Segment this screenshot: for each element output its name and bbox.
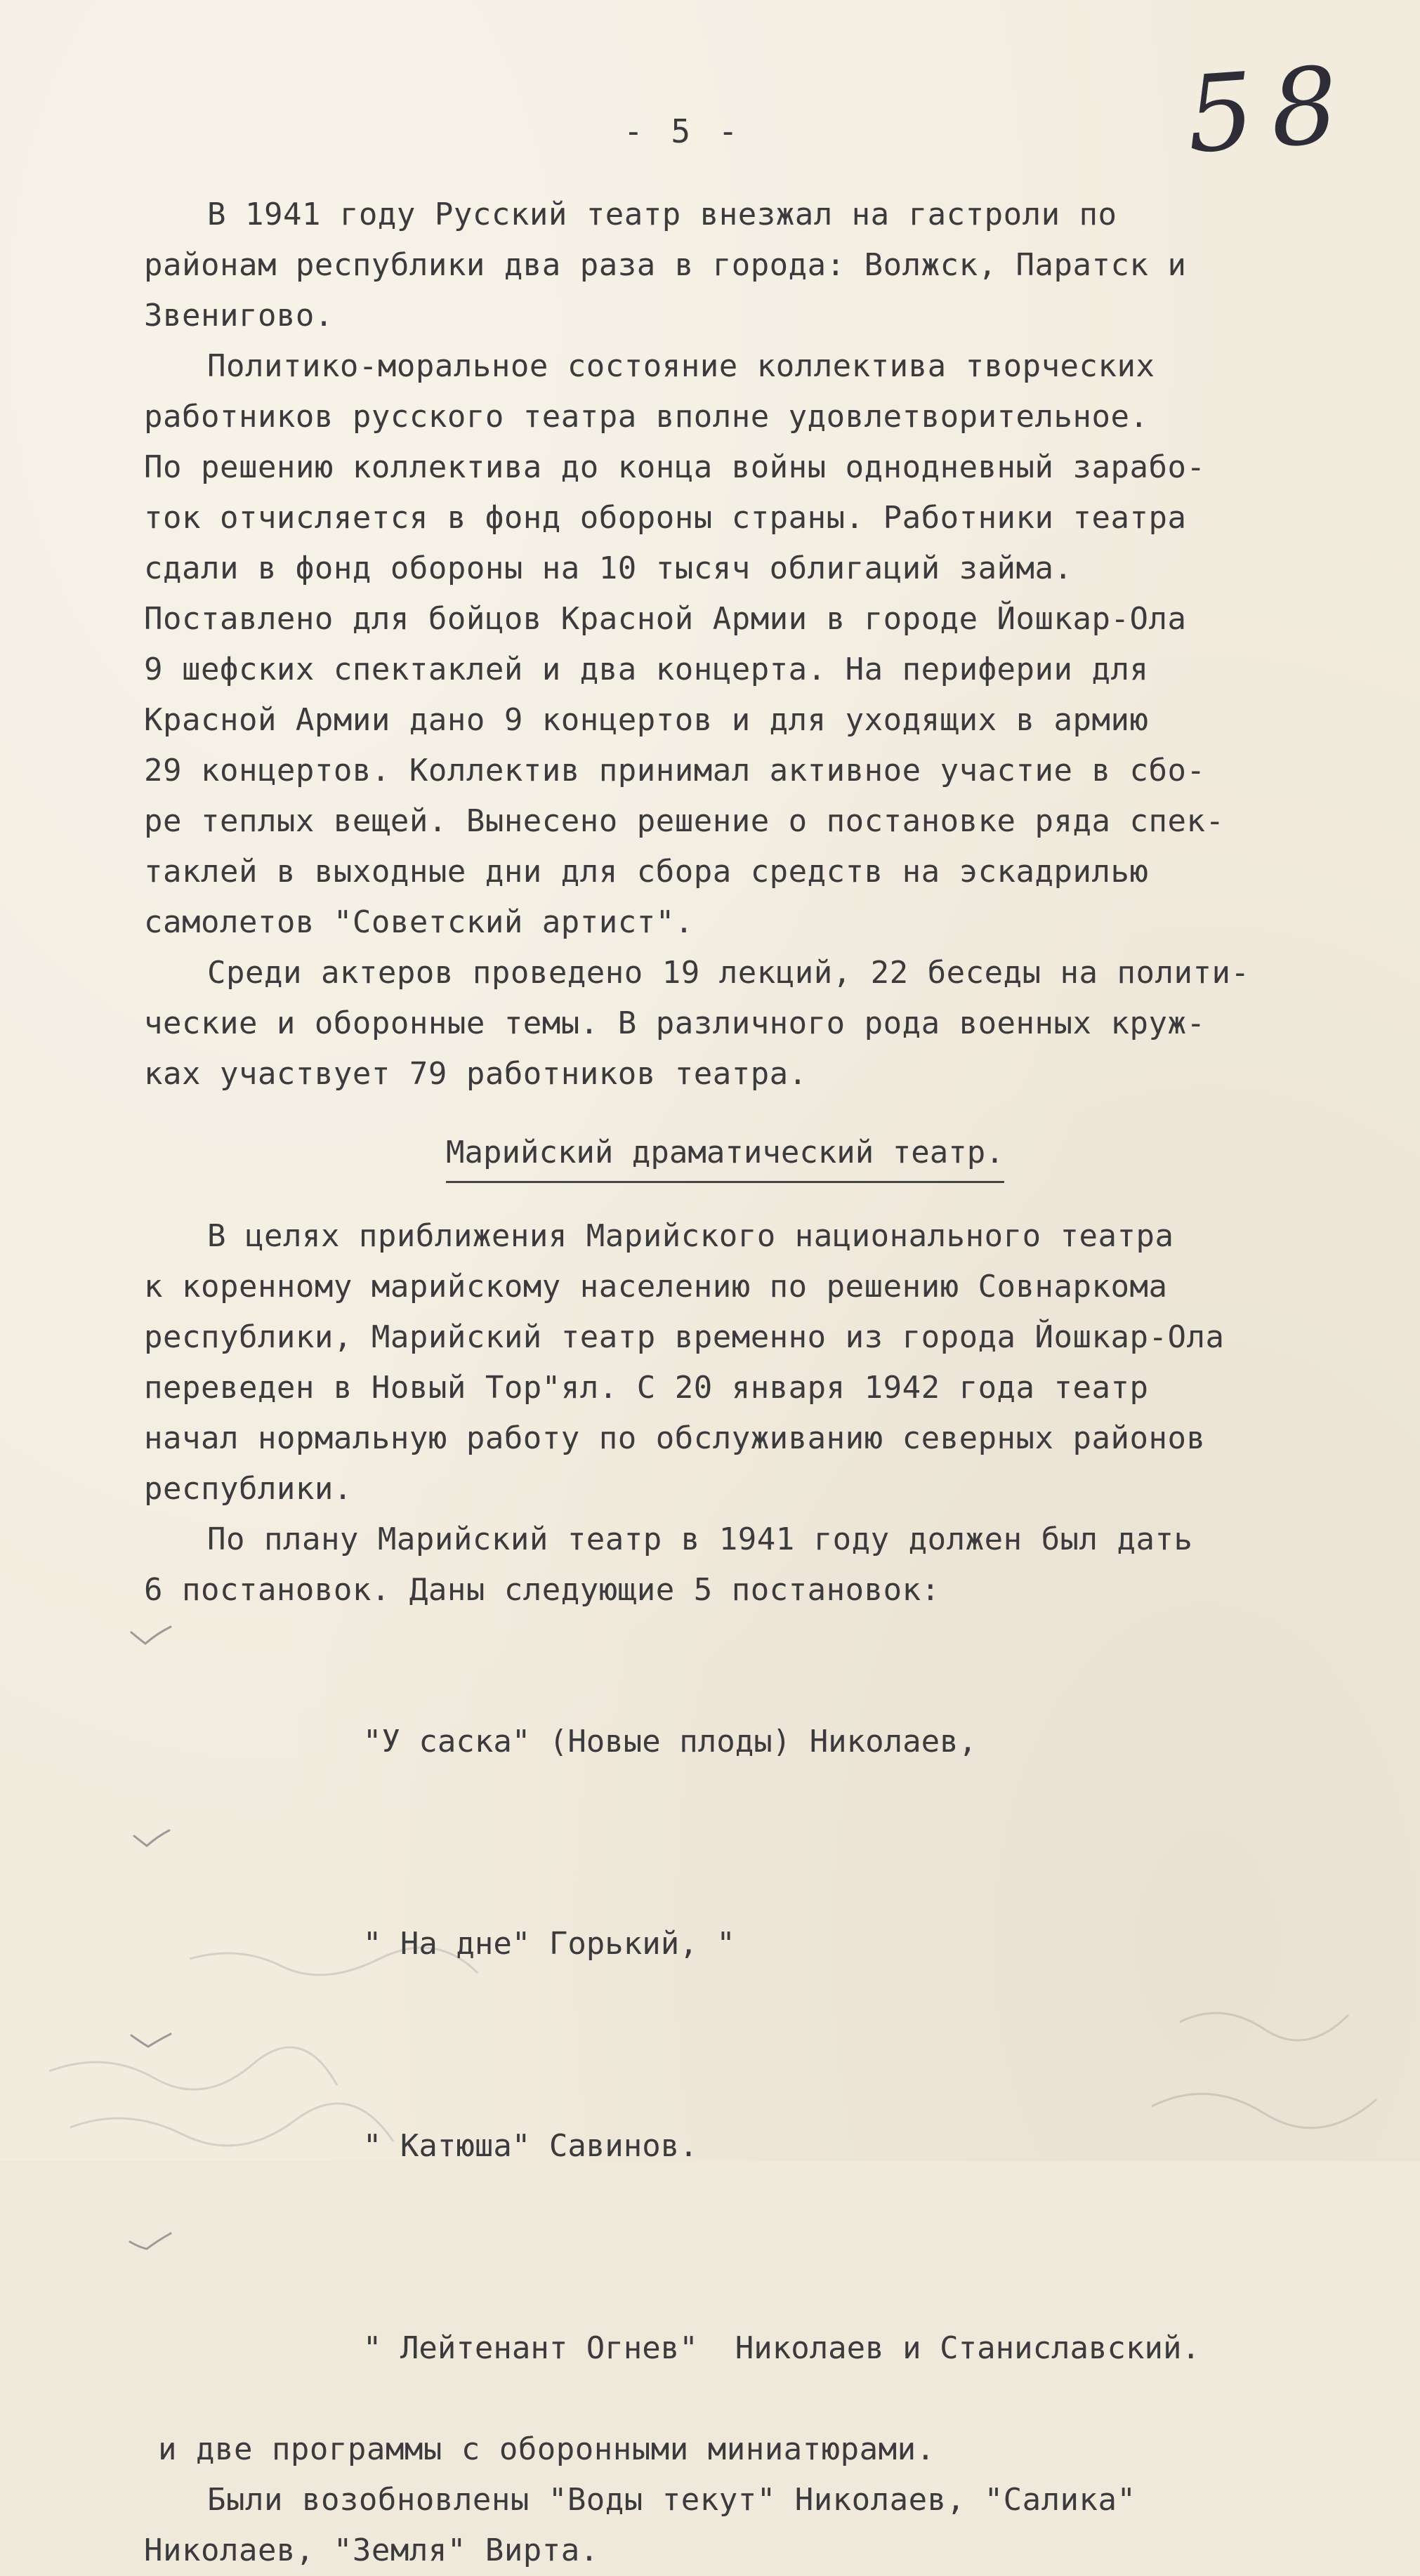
- pencil-check-icon: [130, 1625, 172, 1646]
- text-line: 29 концертов. Коллектив принимал активное участие в сбо-: [144, 753, 1206, 788]
- play-title: " На дне" Горький, ": [362, 1926, 735, 1962]
- text-line: По плану Марийский театр в 1941 году должен был дать: [207, 1521, 1193, 1557]
- text-line: районам республики два раза в города: Волжск, Паратск и: [144, 247, 1187, 283]
- play-title: " Лейтенант Огнев" Николаев и Станиславский.: [362, 2330, 1200, 2366]
- text-line: республики, Марийский театр временно из города Йошкар-Ола: [144, 1319, 1225, 1355]
- play-title: " Катюша" Савинов.: [362, 2128, 698, 2164]
- text-line: 9 шефских спектаклей и два концерта. На периферии для: [144, 652, 1149, 687]
- text-line: начал нормальную работу по обслуживанию северных районов: [144, 1420, 1206, 1456]
- text-line: Были возобновлены "Воды текут" Николаев, "Салика": [207, 2482, 1136, 2518]
- text-line: работников русского театра вполне удовлетворительное.: [144, 399, 1149, 435]
- text-line: Звенигово.: [144, 298, 334, 333]
- archive-folio-number: 58: [1183, 43, 1359, 178]
- paragraph-lectures: [144, 948, 1380, 1099]
- text-line: В 1941 году Русский театр внезжал на гастроли по: [207, 197, 1117, 232]
- list-item: [144, 1616, 1380, 1818]
- text-line: переведен в Новый Тор"ял. С 20 января 1942 года театр: [144, 1370, 1149, 1406]
- faint-pencil-scribbles: [28, 1938, 1405, 2148]
- document-body: [144, 190, 1380, 2576]
- text-line: ческие и оборонные темы. В различного рода военных круж-: [144, 1005, 1206, 1041]
- paragraph-plan: [144, 1514, 1380, 1616]
- text-line: ток отчисляется в фонд обороны страны. Работники театра: [144, 500, 1187, 536]
- text-line: В целях приближения Марийского национального театра: [207, 1218, 1174, 1254]
- paragraph-revivals: [144, 2475, 1380, 2576]
- text-line: сдали в фонд обороны на 10 тысяч облигаций займа.: [144, 550, 1073, 586]
- text-line: таклей в выходные дни для сбора средств на эскадрилью: [144, 854, 1149, 890]
- text-line: Среди актеров проведено 19 лекций, 22 беседы на полити-: [207, 955, 1250, 991]
- text-line: Поставлено для бойцов Красной Армии в городе Йошкар-Ола: [144, 601, 1187, 637]
- text-line: Николаев, "Земля" Вирта.: [144, 2532, 599, 2568]
- paragraph-tours: [144, 190, 1380, 341]
- text-line: к коренному марийскому населению по решению Совнаркома: [144, 1269, 1168, 1304]
- text-line: Красной Армии дано 9 концертов и для уходящих в армию: [144, 702, 1149, 738]
- text-line: 6 постановок. Даны следующие 5 постановок:: [144, 1572, 940, 1608]
- text-line: самолетов "Советский артист".: [144, 904, 694, 940]
- text-line: Политико-моральное состояние коллектива творческих: [207, 348, 1155, 384]
- pencil-check-icon: [130, 2232, 172, 2253]
- page-number: - 5 -: [624, 112, 742, 150]
- pencil-check-icon: [130, 1828, 172, 1849]
- paragraph-mari-relocation: [144, 1211, 1380, 1514]
- text-line: ре теплых вещей. Вынесено решение о постановке ряда спек-: [144, 803, 1225, 839]
- text-line: По решению коллектива до конца войны однодневный зарабо-: [144, 449, 1206, 485]
- section-heading: Марийский драматический театр.: [446, 1128, 1004, 1183]
- text-line: республики.: [144, 1471, 353, 1507]
- text-line: ках участвует 79 работников театра.: [144, 1056, 808, 1092]
- text-line: и две программы с оборонными миниатюрами.: [158, 2431, 935, 2467]
- list-item: [144, 2222, 1380, 2424]
- paragraph-political-state: [144, 341, 1380, 948]
- play-title: "У саска" (Новые плоды) Николаев,: [362, 1724, 978, 1759]
